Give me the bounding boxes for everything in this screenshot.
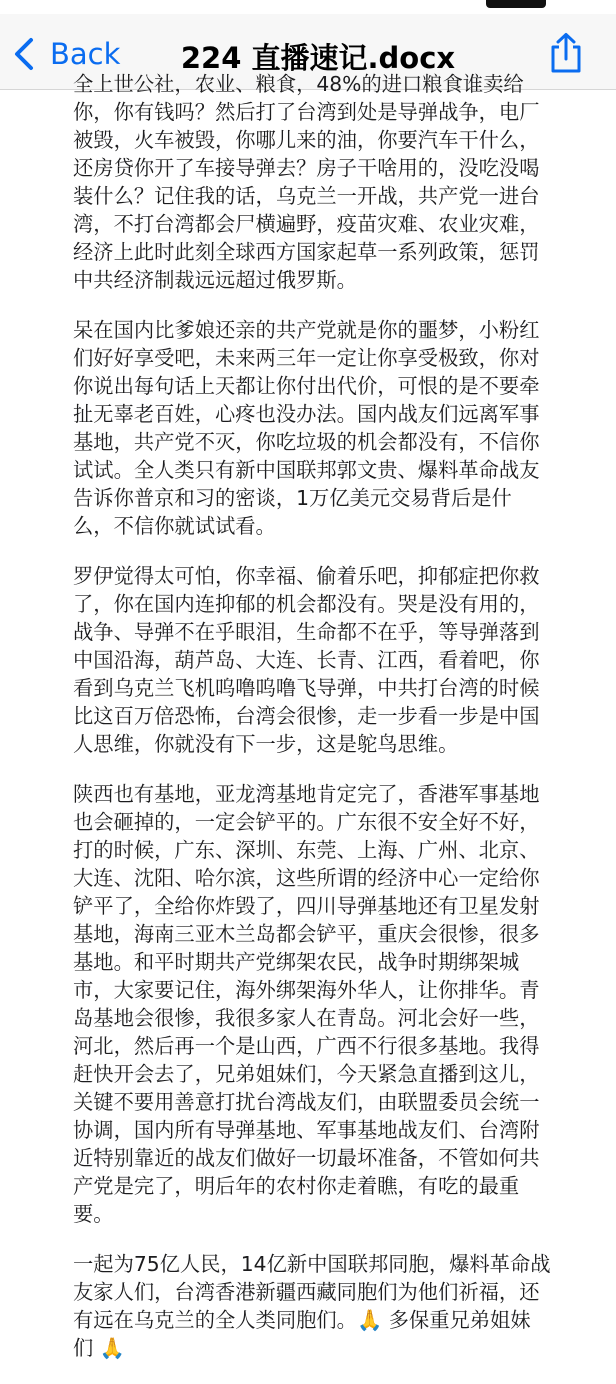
text-line: 打的时候，广东、深圳、东莞、上海、广州、北京、 [73,838,540,862]
text-line: 基地。和平时期共产党绑架农民，战争时期绑架城 [73,950,520,974]
text-line: 铲平了，全给你炸毁了，四川导弹基地还有卫星发射 [73,894,540,918]
paragraph-1 [73,70,553,294]
text-line: 战争、导弹不在乎眼泪，生命都不在乎，等导弹落到 [73,620,540,644]
text-line: 协调，国内所有导弹基地、军事基地战友们、台湾附 [73,1118,540,1142]
text-line: 你说出每句话上天都让你付出代价，可恨的是不要牵 [73,374,540,398]
text-line: 湾，不打台湾都会尸横遍野，疫苗灾难、农业灾难， [73,212,540,236]
text-line: 了，你在国内连抑郁的机会都没有。哭是没有用的， [73,592,540,616]
text-line: 中共经济制裁远远超过俄罗斯。 [73,268,357,292]
paragraph-5 [73,1250,553,1362]
text-line: 试试。全人类只有新中国联邦郭文贵、爆料革命战友 [73,458,540,482]
document-title: 224 直播速记.docx [180,41,456,75]
text-line: 市，大家要记住，海外绑架海外华人，让你排华。青 [73,978,540,1002]
text-line: 全上世公社，农业、粮食，48%的进口粮食谁卖给 [73,72,524,96]
text-line: 大连、沈阳、哈尔滨，这些所谓的经济中心一定给你 [73,866,540,890]
text-line: 关键不要用善意打扰台湾战友们，由联盟委员会统一 [73,1090,540,1114]
text-line: 陕西也有基地，亚龙湾基地肯定完了，香港军事基地 [73,782,540,806]
text-line: 一起为75亿人民，14亿新中国联邦同胞，爆料革命战 [73,1252,551,1276]
status-battery-cropped [486,0,546,8]
chevron-left-icon [14,37,34,71]
text-line: 比这百万倍恐怖，台湾会很惨，走一步看一步是中国 [73,704,540,728]
text-line: 看到乌克兰飞机呜噜呜噜飞导弹，中共打台湾的时候 [73,676,540,700]
text-line: 有远在乌克兰的全人类同胞们。🙏 多保重兄弟姐妹 [73,1308,531,1332]
text-line: 中国沿海，葫芦岛、大连、长青、江西，看着吧，你 [73,648,540,672]
back-label: Back [50,37,121,71]
text-line: 装什么？记住我的话，乌克兰一开战，共产党一进台 [73,184,540,208]
text-line: 岛基地会很惨，我很多家人在青岛。河北会好一些， [73,1006,540,1030]
text-line: 基地，共产党不灭，你吃垃圾的机会都没有，不信你 [73,430,540,454]
text-line: 赶快开会去了，兄弟姐妹们，今天紧急直播到这儿， [73,1062,540,1086]
text-line: 要。 [73,1202,114,1226]
status-bar [0,0,616,14]
paragraph-3 [73,562,553,758]
text-line: 人思维，你就没有下一步，这是鸵鸟思维。 [73,732,459,756]
text-line: 还房贷你开了车接导弹去？房子干啥用的，没吃没喝 [73,156,540,180]
back-button[interactable] [14,34,120,74]
share-button[interactable] [548,32,584,74]
document-viewer[interactable] [0,72,616,1360]
paragraph-4 [73,780,553,1228]
text-line: 告诉你普京和习的密谈，1万亿美元交易背后是什 [73,486,512,510]
text-line: 河北，然后再一个是山西，广西不行很多基地。我得 [73,1034,540,1058]
text-line: 们 🙏 [73,1336,125,1360]
text-line: 扯无辜老百姓，心疼也没办法。国内战友们远离军事 [73,402,540,426]
text-line: 你，你有钱吗？然后打了台湾到处是导弹战争，电厂 [73,100,540,124]
text-line: 近特别靠近的战友们做好一切最坏准备，不管如何共 [73,1146,540,1170]
document-content [73,70,553,1384]
text-line: 们好好享受吧，未来两三年一定让你享受极致，你对 [73,346,540,370]
text-line: 罗伊觉得太可怕，你幸福、偷着乐吧，抑郁症把你救 [73,564,540,588]
text-line: 经济上此时此刻全球西方国家起草一系列政策，惩罚 [73,240,540,264]
text-line: 被毁，火车被毁，你哪儿来的油，你要汽车干什么， [73,128,540,152]
text-line: 友家人们，台湾香港新疆西藏同胞们为他们祈福，还 [73,1280,540,1304]
text-line: 呆在国内比爹娘还亲的共产党就是你的噩梦，小粉红 [73,318,540,342]
text-line: 产党是完了，明后年的农村你走着瞧，有吃的最重 [73,1174,520,1198]
text-line: 也会砸掉的，一定会铲平的。广东很不安全好不好， [73,810,540,834]
share-icon [548,59,584,78]
text-line: 基地，海南三亚木兰岛都会铲平，重庆会很惨，很多 [73,922,540,946]
text-line: 么，不信你就试试看。 [73,514,276,538]
paragraph-2 [73,316,553,540]
